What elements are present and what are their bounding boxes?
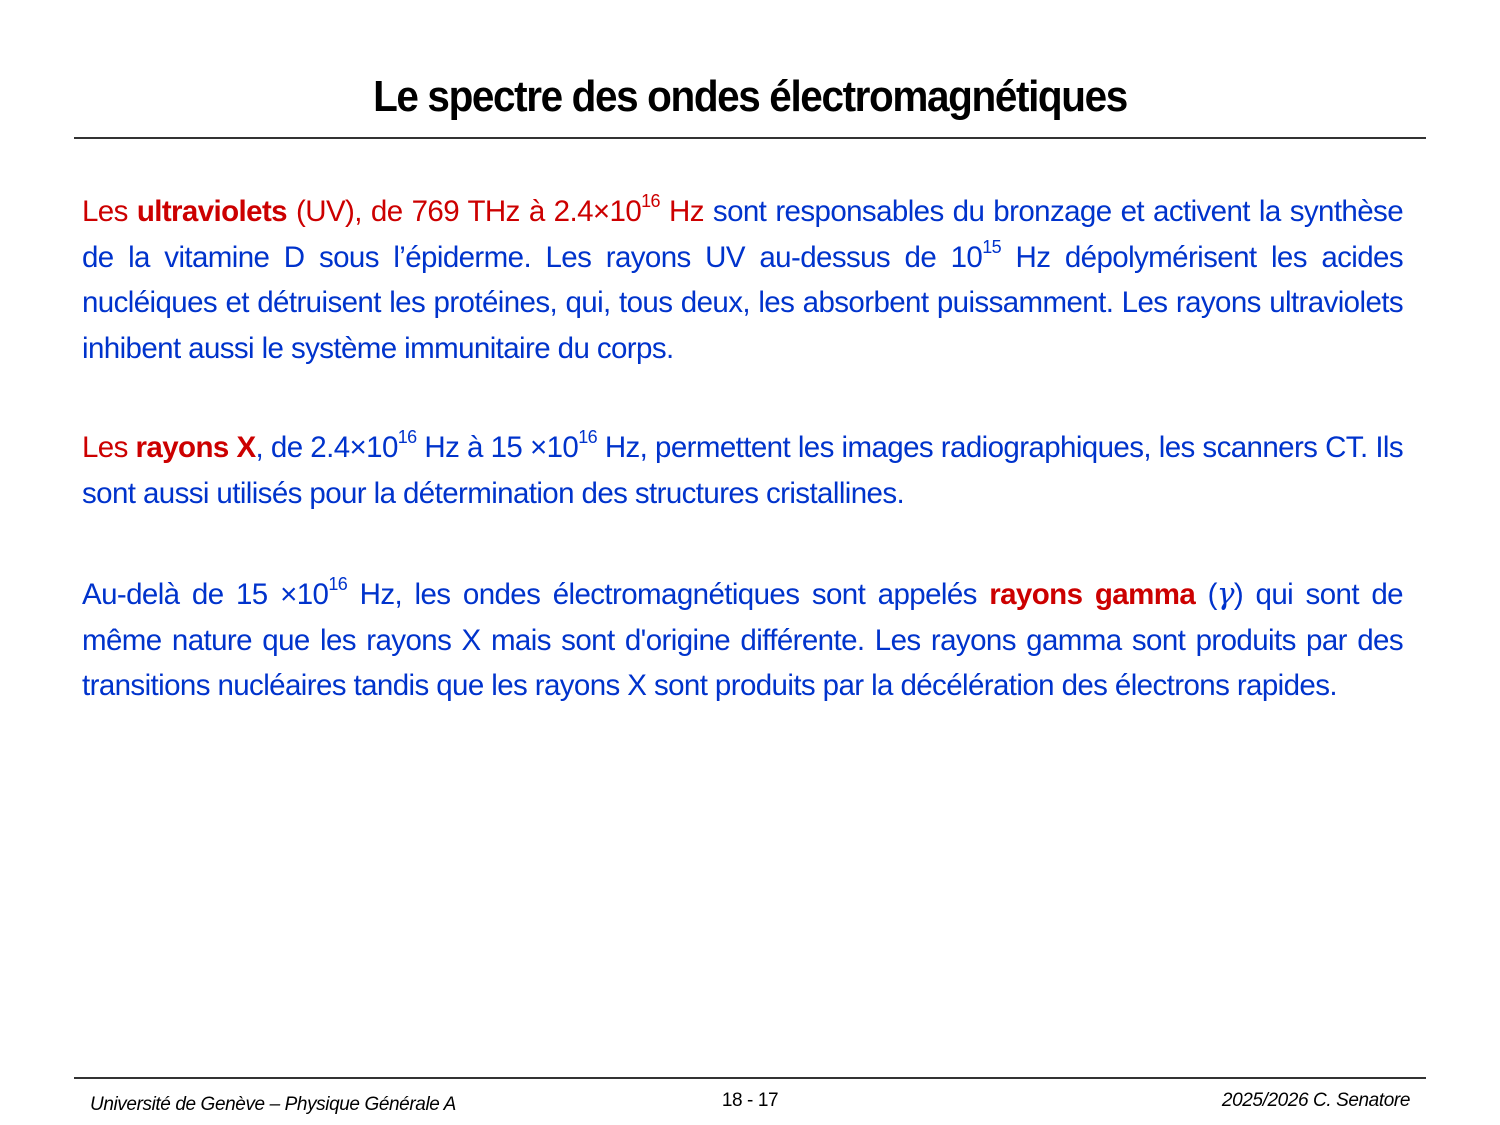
uv-exponent-2: 15 [982,236,1002,257]
title-divider [74,137,1426,139]
gamma-text-1: Au-delà de 15 ×10 [82,578,329,611]
xray-les: Les [82,431,136,464]
slide-title: Le spectre des ondes électromagnétiques [373,72,1127,121]
uv-intro [82,191,704,228]
uv-range: (UV), de 769 THz à 2.4×10 [287,195,642,228]
uv-range-unit: Hz [659,195,704,228]
gamma-text-3: ) qui sont de même nature que les rayons X mais sont d'origine différente. Les rayons gamma sont produits par des transitions nucléaires tandis que les rayons X sont produits par la décélération des électrons rapides. [82,578,1403,702]
xray-exponent-1: 16 [397,427,417,448]
uv-text-2: Hz dépolymérisent les acides nucléiques et détruisent les protéines, qui, tous deux, les absorbent puissamment. Les rayons ultraviolets inhibent aussi le système immunitaire du corps. [82,240,1403,365]
term-ultraviolets: ultraviolets [136,195,287,228]
paragraph-ultraviolets [82,189,1403,371]
paragraph-rayons-gamma [82,572,1403,709]
xray-exponent-2: 16 [578,427,598,448]
xray-text-2: Hz à 15 ×10 [416,431,579,464]
xray-text-3: Hz, permettent les images radiographiques, les scanners CT. Ils sont aussi utilisés pour la détermination des structures cristallines. [82,431,1404,510]
gamma-symbol: γ [1216,577,1234,611]
paragraph-rayons-x [82,425,1403,516]
gamma-text-2: Hz, les ondes électromagnétiques sont appelés [347,578,990,611]
uv-text-1: sont responsables du bronzage et activent la synthèse de la vitamine D sous l’épiderme. Les rayons UV au-dessus de 10 [82,195,1404,274]
page-number: 18 - 17 [721,1090,779,1111]
footer-author-year: 2025/2026 C. Senatore [1221,1090,1410,1111]
uv-les: Les [82,195,137,228]
gamma-exponent-1: 16 [328,574,348,595]
term-rayons-x: rayons X [135,431,256,464]
uv-range-exponent: 16 [641,191,660,212]
footer-institution: Université de Genève – Physique Générale A [90,1094,456,1115]
gamma-paren: ( [1195,578,1217,611]
term-rayons-gamma: rayons gamma [989,578,1196,611]
footer-divider [74,1077,1426,1079]
xray-text-1: , de 2.4×10 [255,431,398,464]
